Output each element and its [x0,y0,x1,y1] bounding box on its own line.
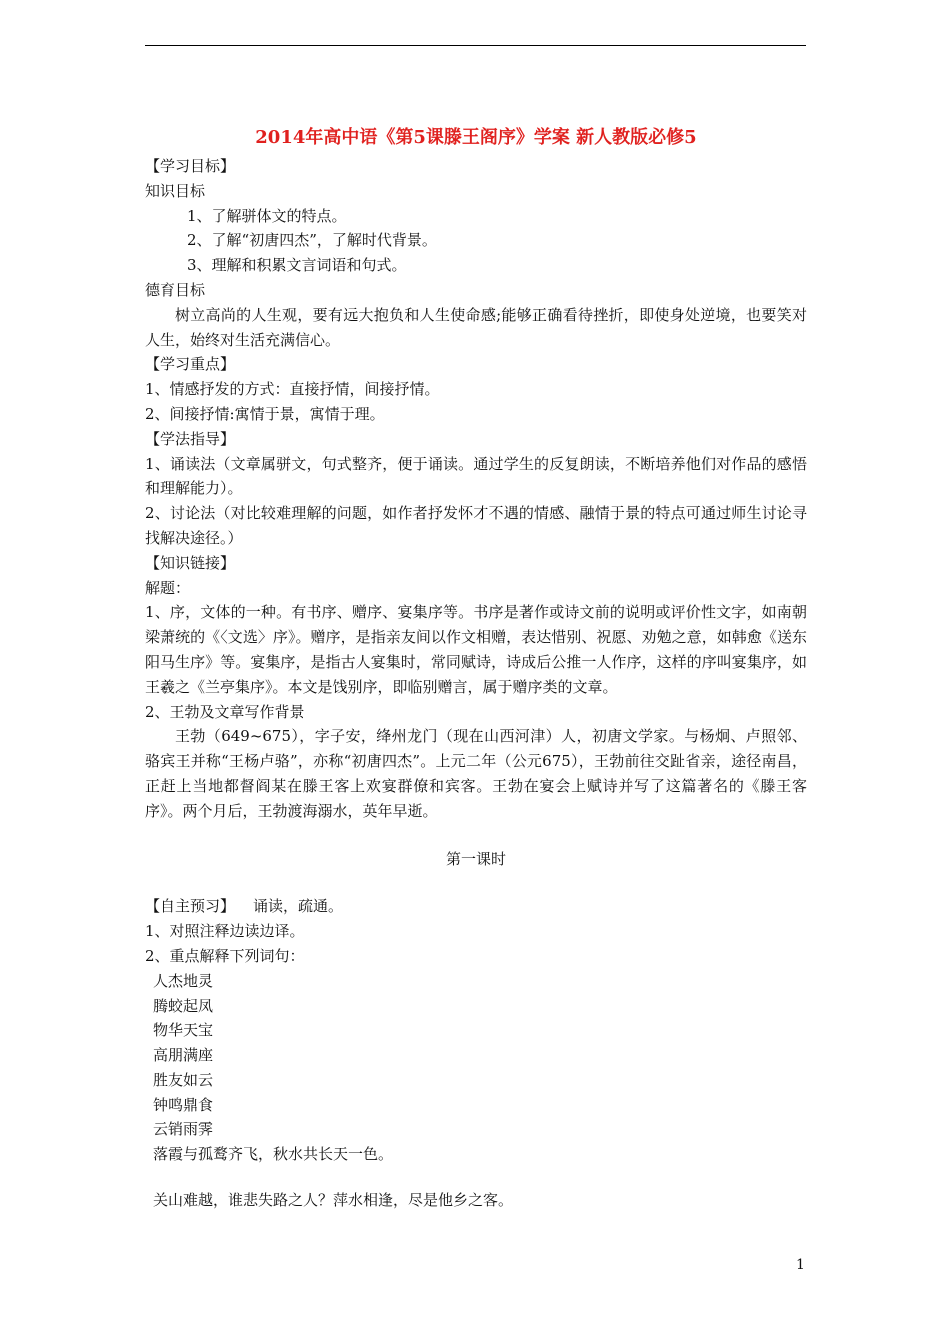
document-body [145,122,807,1213]
phrase-item: 高朋满座 [153,1046,214,1065]
focus-item: 1、情感抒发的方式：直接抒情，间接抒情。 [145,380,440,399]
objectives-heading: 【学习目标】 [145,157,236,175]
preview-line [145,894,807,919]
knowledge-item: 1、了解骈体文的特点。 [187,206,347,225]
phrase-item: 人杰地灵 [153,971,214,990]
phrase-item: 腾蛟起凤 [153,996,214,1015]
knowledge-item: 2、了解“初唐四杰”，了解时代背景。 [187,231,437,250]
method-heading: 【学法指导】 [145,429,236,448]
knowledge-item: 3、理解和积累文言词语和句式。 [187,256,407,275]
preview-item: 1、对照注释边读边译。 [145,922,305,941]
moral-goals-text: 树立高尚的人生观，要有远大抱负和人生使命感;能够正确看待挫折，即使身处逆境，也要笑对人生，始终对生活充满信心。 [145,305,807,349]
method-item: 1、诵读法（文章属骈文，句式整齐，便于诵读。通过学生的反复朗读，不断培养他们对作品的感悟和理解能力）。 [145,454,807,498]
preview-item: 2、重点解释下列词句： [145,946,305,965]
method-item: 2、讨论法（对比较难理解的问题，如作者抒发怀才不遇的情感、融情于景的特点可通过师生讨论寻找解决途径。） [145,504,807,547]
focus-item: 2、间接抒情:寓情于景，寓情于理。 [145,404,385,423]
knowledge-link-heading: 【知识链接】 [145,553,236,572]
explain-heading: 解题： [145,578,191,597]
explain-author-heading: 2、王勃及文章写作背景 [145,702,305,721]
phrase-item: 云销雨霁 [153,1120,214,1139]
explain-author-paragraph: 王勃（649~675），字子安，绛州龙门（现在山西河津）人，初唐文学家。与杨炯、卢照邻、骆宾王并称“王杨卢骆”，亦称“初唐四杰”。上元二年（公元675），王勃前往交趾省亲，途径南昌，正赶上当地都督阎某在滕王客上欢宴群僚和宾客。王勃在宴会上赋诗并写了这篇著名的《滕王客序》。两个月后，王勃渡海溺水，英年早逝。 [145,727,807,820]
phrase-item: 钟鸣鼎食 [153,1095,214,1114]
preview-task: 诵读，疏通。 [253,897,344,916]
phrase-item: 落霞与孤鹜齐飞，秋水共长天一色。 [153,1145,394,1164]
preview-heading: 【自主预习】 [145,897,236,916]
focus-heading: 【学习重点】 [145,355,236,374]
page-number: 1 [796,1257,805,1273]
lesson-heading: 第一课时 [445,849,506,868]
phrase-item: 胜友如云 [153,1070,214,1089]
explain-paragraph-preface: 1、序，文体的一种。有书序、赠序、宴集序等。书序是著作或诗文前的说明或评价性文字，如南朝梁萧统的《〈文选〉序》。赠序，是指亲友间以作文相赠，表达惜别、祝愿、劝勉之意，如韩愈《送东阳马生序》等。宴集序，是指古人宴集时，常同赋诗，诗成后公推一人作序，这样的序叫宴集序，如王羲之《兰亭集序》。本文是饯别序，即临别赠言，属于赠序类的文章。 [145,603,807,696]
knowledge-goals-heading: 知识目标 [145,181,206,200]
phrase-item: 物华天宝 [153,1021,214,1040]
moral-goals-heading: 德育目标 [145,280,206,299]
phrase-item-last: 关山难越，谁悲失路之人？萍水相逢，尽是他乡之客。 [153,1191,514,1210]
document-title: 2014年高中语《第5课滕王阁序》学案 新人教版必修5 [255,127,697,148]
header-rule [145,45,806,46]
